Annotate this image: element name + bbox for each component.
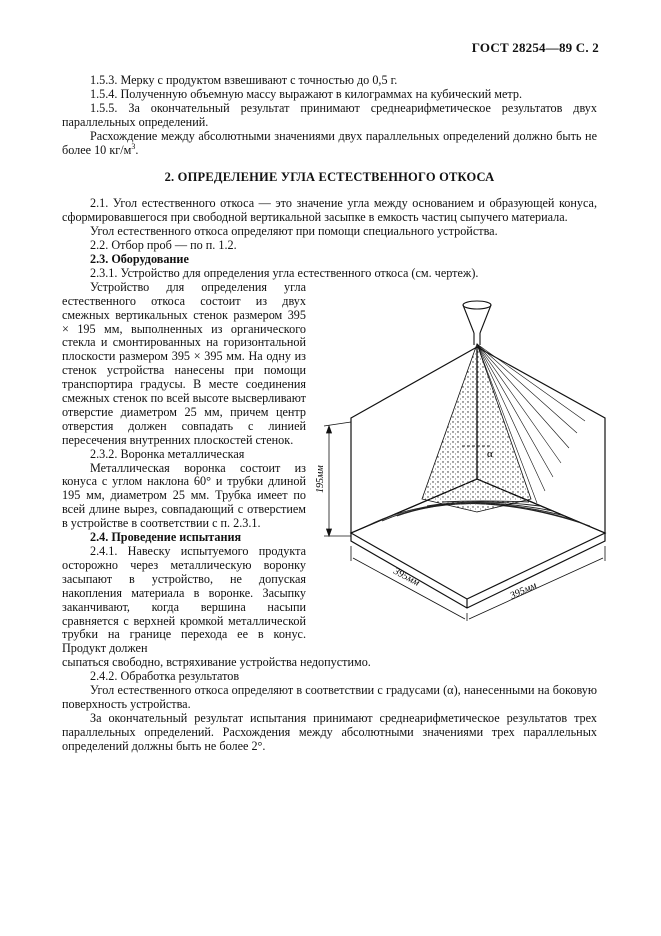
para-device: Устройство для определения угла естественного откоса состоит из двух смежных вертикальных стенок размером 395 × 195 мм, выполненных из органического стекла и смонтированных на горизонтальной плоскости размером 395 × 395 мм. На одну из стенок устройства нанесены при помощи транспортира градусы. В месте соединения смежных стенок по всей высоте высверливают отверстие диаметром 25 мм, причем центр отверстия должен совпадать с линией пересечения внутренних плоскостей стенок.: [62, 279, 306, 447]
para-difference-end: .: [135, 142, 139, 157]
para-difference: [62, 130, 597, 158]
para-final: За окончательный результат испытания принимают среднеарифметическое результатов трех параллельных определений. Расхождения между абсолютными значениями трех параллельных определений должны быть не более 2°.: [62, 710, 597, 753]
para-2-3-1: 2.3.1. Устройство для определения угла естественного откоса (см. чертеж).: [90, 265, 479, 280]
para-2-1: 2.1. Угол естественного откоса — это значение угла между основанием и образующей конуса, сформировавшегося при свободной вертикальной засыпке в емкость частиц сыпучего материала.: [62, 196, 597, 225]
para-1-5-3: 1.5.3. Мерку с продуктом взвешивают с точностью до 0,5 г.: [90, 73, 398, 87]
para-funnel: Металлическая воронка состоит из конуса с углом наклона 60° и трубки длиной 195 мм, диаметром 25 мм. Трубка имеет по всей длине вырез, совпадающий с отверстием в устройстве в соответствии с п. 2.3.1.: [62, 460, 306, 531]
right-dimension-label: 395мм: [508, 579, 539, 602]
para-difference-text: Расхождение между абсолютными значениями двух параллельных определений должно быть не более 10 кг/м: [62, 128, 597, 157]
subsection-testing: 2.4. Проведение испытания: [90, 530, 242, 545]
para-2-4-2: 2.4.2. Обработка результатов: [90, 669, 240, 684]
left-dimension-label: 395мм: [391, 565, 422, 589]
height-dimension-label: 195мм: [315, 465, 326, 493]
para-1-5-5: 1.5.5. За окончательный результат принимают среднеарифметическое результатов двух параллельных определений.: [62, 100, 597, 129]
text-with-figure: [62, 281, 597, 656]
device-drawing: [307, 281, 607, 621]
unit-superscript: 3: [131, 141, 136, 151]
angle-label: α: [487, 447, 493, 460]
para-2-2: 2.2. Отбор проб — по п. 1.2.: [90, 238, 237, 253]
para-2-3-2: 2.3.2. Воронка металлическая: [90, 446, 245, 461]
document-body: [62, 74, 597, 754]
para-2-4-1-end: сыпаться свободно, встряхивание устройства недопустимо.: [62, 655, 371, 670]
height-dimension: [324, 422, 351, 536]
base-dimensions: [351, 546, 605, 621]
subsection-equipment: 2.3. Оборудование: [90, 251, 189, 266]
para-2-1b: Угол естественного откоса определяют при помощи специального устройства.: [90, 224, 498, 239]
section-title: 2. ОПРЕДЕЛЕНИЕ УГЛА ЕСТЕСТВЕННОГО ОТКОСА: [164, 170, 495, 185]
para-angle: Угол естественного откоса определяют в соответствии с градусами (α), нанесенными на боковую поверхность устройства.: [62, 683, 597, 711]
para-1-5-4: 1.5.4. Полученную объемную массу выражают в килограммах на кубический метр.: [90, 86, 523, 101]
page-header: ГОСТ 28254—89 С. 2: [471, 40, 599, 55]
para-2-4-1: 2.4.1. Навеску испытуемого продукта осторожно через металлическую воронку засыпают в устройство, не допуская накопления материала в воронке. Засыпку заканчивают, когда вершина насыпи сравняется с верхней кромкой металлической трубки на границе перехода ее в конус. Продукт должен: [62, 544, 306, 656]
funnel-icon: [463, 301, 491, 345]
